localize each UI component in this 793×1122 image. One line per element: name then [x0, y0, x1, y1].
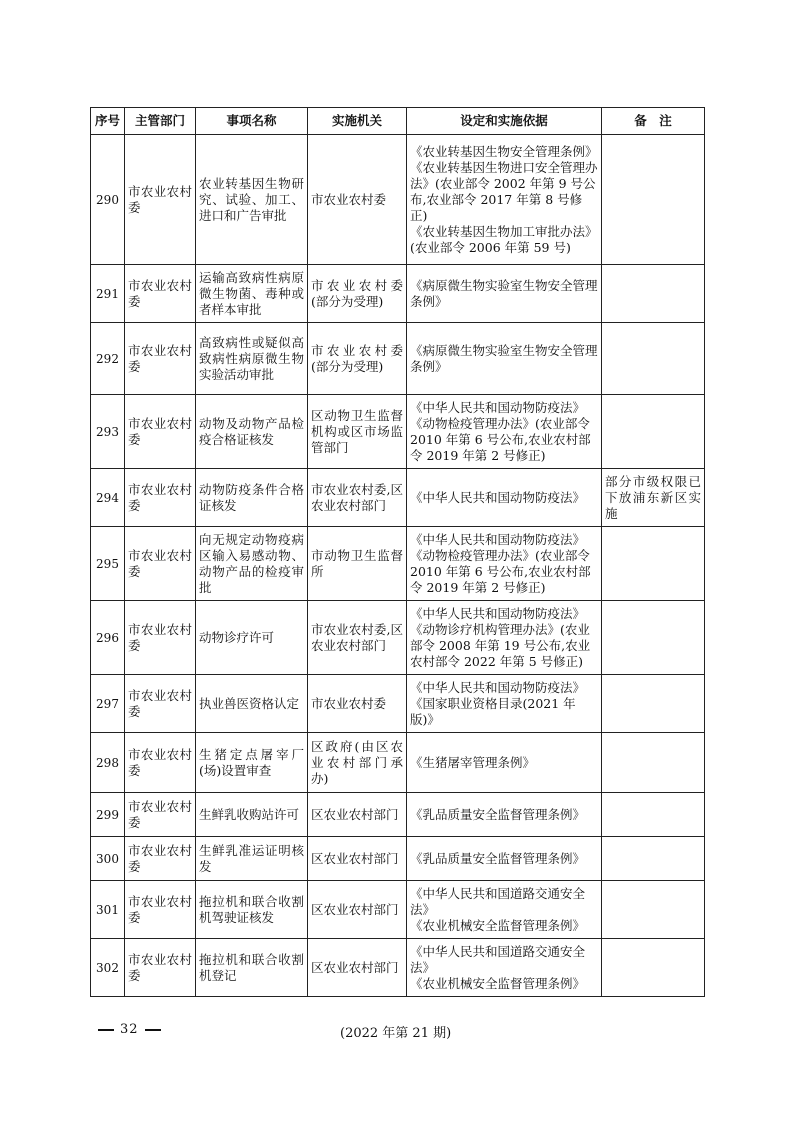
- table-row: [91, 601, 705, 675]
- row-agency: 市农业农村委: [308, 135, 407, 265]
- table-row: [91, 265, 705, 323]
- row-dept: 市农业农村委: [125, 265, 196, 323]
- table-row: [91, 135, 705, 265]
- row-agency: 区农业农村部门: [308, 837, 407, 881]
- row-name: 向无规定动物疫病区输入易感动物、动物产品的检疫审批: [196, 527, 308, 601]
- row-note: [602, 395, 705, 469]
- page-number-text: 32: [120, 1022, 139, 1037]
- row-seq: 293: [91, 395, 125, 469]
- row-agency: 区农业农村部门: [308, 881, 407, 939]
- row-note: [602, 793, 705, 837]
- row-note: [602, 527, 705, 601]
- row-seq: 290: [91, 135, 125, 265]
- row-agency: 区农业农村部门: [308, 939, 407, 997]
- row-agency: 市农业农村委(部分为受理): [308, 323, 407, 395]
- row-name: 执业兽医资格认定: [196, 675, 308, 733]
- table-header-row: [91, 108, 705, 135]
- row-name: 生鲜乳准运证明核发: [196, 837, 308, 881]
- issue-label: (2022 年第 21 期): [340, 1026, 452, 1041]
- row-note: [602, 265, 705, 323]
- row-basis: 《病原微生物实验室生物安全管理条例》: [407, 265, 602, 323]
- row-seq: 298: [91, 733, 125, 793]
- row-seq: 299: [91, 793, 125, 837]
- row-note: [602, 837, 705, 881]
- row-basis: 《病原微生物实验室生物安全管理条例》: [407, 323, 602, 395]
- row-name: 动物防疫条件合格证核发: [196, 469, 308, 527]
- table-row: [91, 881, 705, 939]
- row-dept: 市农业农村委: [125, 527, 196, 601]
- row-note: [602, 733, 705, 793]
- row-seq: 301: [91, 881, 125, 939]
- page-dash-right: [145, 1029, 161, 1031]
- row-dept: 市农业农村委: [125, 793, 196, 837]
- row-note: [602, 135, 705, 265]
- table-row: [91, 469, 705, 527]
- row-name: 生鲜乳收购站许可: [196, 793, 308, 837]
- row-dept: 市农业农村委: [125, 323, 196, 395]
- table-row: [91, 527, 705, 601]
- row-note: [602, 881, 705, 939]
- row-note: [602, 601, 705, 675]
- row-agency: 市农业农村委: [308, 675, 407, 733]
- row-note: [602, 323, 705, 395]
- row-agency: 区农业农村部门: [308, 793, 407, 837]
- row-basis: 《乳品质量安全监督管理条例》: [407, 793, 602, 837]
- row-basis: 《中华人民共和国动物防疫法》 《动物检疫管理办法》(农业部令 2010 年第 6 号公布,农业农村部令 2019 年第 2 号修正): [407, 395, 602, 469]
- row-basis: 《生猪屠宰管理条例》: [407, 733, 602, 793]
- row-note: 部分市级权限已下放浦东新区实施: [602, 469, 705, 527]
- row-seq: 300: [91, 837, 125, 881]
- table-row: [91, 939, 705, 997]
- row-note: [602, 939, 705, 997]
- row-basis: 《乳品质量安全监督管理条例》: [407, 837, 602, 881]
- row-note: [602, 675, 705, 733]
- table-row: [91, 837, 705, 881]
- row-basis: 《中华人民共和国动物防疫法》 《国家职业资格目录(2021 年版)》: [407, 675, 602, 733]
- row-dept: 市农业农村委: [125, 881, 196, 939]
- row-dept: 市农业农村委: [125, 135, 196, 265]
- header-dept: 主管部门: [125, 108, 196, 135]
- row-name: 高致病性或疑似高致病性病原微生物实验活动审批: [196, 323, 308, 395]
- row-name: 生猪定点屠宰厂(场)设置审查: [196, 733, 308, 793]
- row-dept: 市农业农村委: [125, 469, 196, 527]
- table-row: [91, 323, 705, 395]
- row-dept: 市农业农村委: [125, 675, 196, 733]
- row-seq: 292: [91, 323, 125, 395]
- row-agency: 市农业农村委,区农业农村部门: [308, 469, 407, 527]
- row-agency: 市动物卫生监督所: [308, 527, 407, 601]
- table-row: [91, 793, 705, 837]
- row-name: 拖拉机和联合收割机驾驶证核发: [196, 881, 308, 939]
- row-seq: 302: [91, 939, 125, 997]
- row-name: 运输高致病性病原微生物菌、毒种或者样本审批: [196, 265, 308, 323]
- table-row: [91, 733, 705, 793]
- header-seq: 序号: [91, 108, 125, 135]
- row-seq: 291: [91, 265, 125, 323]
- row-agency: 区政府(由区农业农村部门承办): [308, 733, 407, 793]
- approval-items-table: [90, 107, 705, 997]
- row-agency: 市农业农村委(部分为受理): [308, 265, 407, 323]
- row-name: 动物及动物产品检疫合格证核发: [196, 395, 308, 469]
- row-name: 农业转基因生物研究、试验、加工、进口和广告审批: [196, 135, 308, 265]
- row-seq: 294: [91, 469, 125, 527]
- row-basis: 《中华人民共和国动物防疫法》 《动物检疫管理办法》(农业部令 2010 年第 6 号公布,农业农村部令 2019 年第 2 号修正): [407, 527, 602, 601]
- row-agency: 区动物卫生监督机构或区市场监管部门: [308, 395, 407, 469]
- table-row: [91, 395, 705, 469]
- row-basis: 《中华人民共和国道路交通安全法》 《农业机械安全监督管理条例》: [407, 881, 602, 939]
- row-agency: 市农业农村委,区农业农村部门: [308, 601, 407, 675]
- row-dept: 市农业农村委: [125, 733, 196, 793]
- header-name: 事项名称: [196, 108, 308, 135]
- row-seq: 296: [91, 601, 125, 675]
- row-name: 拖拉机和联合收割机登记: [196, 939, 308, 997]
- header-note: 备 注: [602, 108, 705, 135]
- page-dash-left: [98, 1029, 114, 1031]
- table-row: [91, 675, 705, 733]
- row-dept: 市农业农村委: [125, 395, 196, 469]
- row-basis: 《中华人民共和国道路交通安全法》 《农业机械安全监督管理条例》: [407, 939, 602, 997]
- row-dept: 市农业农村委: [125, 939, 196, 997]
- row-dept: 市农业农村委: [125, 601, 196, 675]
- header-agency: 实施机关: [308, 108, 407, 135]
- row-basis: 《中华人民共和国动物防疫法》 《动物诊疗机构管理办法》(农业部令 2008 年第 19 号公布,农业农村部令 2022 年第 5 号修正): [407, 601, 602, 675]
- row-basis: 《农业转基因生物安全管理条例》 《农业转基因生物进口安全管理办法》(农业部令 2002 年第 9 号公布,农业部令 2017 年第 8 号修正) 《农业转基因生物加工审批办法》(农业部令 2006 年第 59 号): [407, 135, 602, 265]
- header-basis: 设定和实施依据: [407, 108, 602, 135]
- row-seq: 295: [91, 527, 125, 601]
- row-basis: 《中华人民共和国动物防疫法》: [407, 469, 602, 527]
- row-name: 动物诊疗许可: [196, 601, 308, 675]
- page-number: [92, 1022, 167, 1037]
- row-dept: 市农业农村委: [125, 837, 196, 881]
- row-seq: 297: [91, 675, 125, 733]
